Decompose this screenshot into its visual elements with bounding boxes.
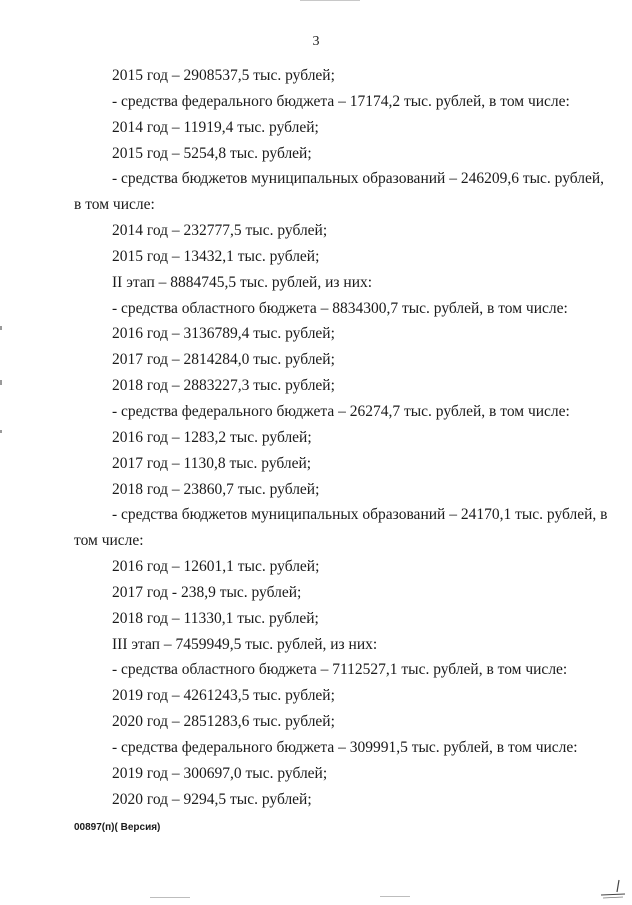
text-line: 2019 год – 4261243,5 тыс. рублей; <box>112 687 335 705</box>
text-line: 2015 год – 13432,1 тыс. рублей; <box>112 247 320 265</box>
text-line: 2020 год – 9294,5 тыс. рублей; <box>112 790 312 808</box>
scan-artifact <box>300 0 360 1</box>
text-line: III этап – 7459949,5 тыс. рублей, из них: <box>112 635 378 653</box>
text-line: 2018 год – 2883227,3 тыс. рублей; <box>112 377 335 395</box>
text-line: - средства федерального бюджета – 26274,7 тыс. рублей, в том числе: <box>112 402 570 420</box>
text-line: - средства бюджетов муниципальных образований – 246209,6 тыс. рублей, <box>112 170 605 188</box>
text-line: том числе: <box>74 532 144 550</box>
text-line: - средства областного бюджета – 7112527,1 тыс. рублей, в том числе: <box>112 661 568 679</box>
scan-artifact <box>380 896 410 897</box>
text-line: 2015 год – 2908537,5 тыс. рублей; <box>112 67 335 84</box>
text-line: 2018 год – 23860,7 тыс. рублей; <box>112 480 320 498</box>
text-line: - средства федерального бюджета – 17174,2 тыс. рублей, в том числе: <box>112 92 570 110</box>
text-line: 2019 год – 300697,0 тыс. рублей; <box>112 764 328 782</box>
text-line: - средства областного бюджета – 8834300,7 тыс. рублей, в том числе: <box>112 299 568 317</box>
text-line: 2014 год – 11919,4 тыс. рублей; <box>112 118 319 136</box>
text-line: 2016 год – 3136789,4 тыс. рублей; <box>112 325 335 343</box>
text-line: 2017 год – 1130,8 тыс. рублей; <box>112 454 312 472</box>
text-line: 2020 год – 2851283,6 тыс. рублей; <box>112 713 335 731</box>
budget-text-body <box>0 66 632 815</box>
text-line: - средства бюджетов муниципальных образований – 24170,1 тыс. рублей, в <box>112 506 608 524</box>
text-line: 2017 год - 238,9 тыс. рублей; <box>112 583 302 601</box>
text-line: 2018 год – 11330,1 тыс. рублей; <box>112 609 319 627</box>
text-line: 2015 год – 5254,8 тыс. рублей; <box>112 144 312 162</box>
text-line: в том числе: <box>74 196 155 214</box>
text-line: 2016 год – 12601,1 тыс. рублей; <box>112 558 320 576</box>
footer-document-code: 00897(п)( Версия) <box>74 822 161 833</box>
text-line: 2017 год – 2814284,0 тыс. рублей; <box>112 351 335 369</box>
text-line: 2016 год – 1283,2 тыс. рублей; <box>112 428 312 446</box>
text-line: 2014 год – 232777,5 тыс. рублей; <box>112 222 328 240</box>
scan-artifact <box>150 897 190 898</box>
page-number: 3 <box>312 34 320 49</box>
text-line: II этап – 8884745,5 тыс. рублей, из них: <box>112 273 373 291</box>
handwritten-mark <box>597 878 627 900</box>
text-line: - средства федерального бюджета – 309991,5 тыс. рублей, в том числе: <box>112 738 578 756</box>
